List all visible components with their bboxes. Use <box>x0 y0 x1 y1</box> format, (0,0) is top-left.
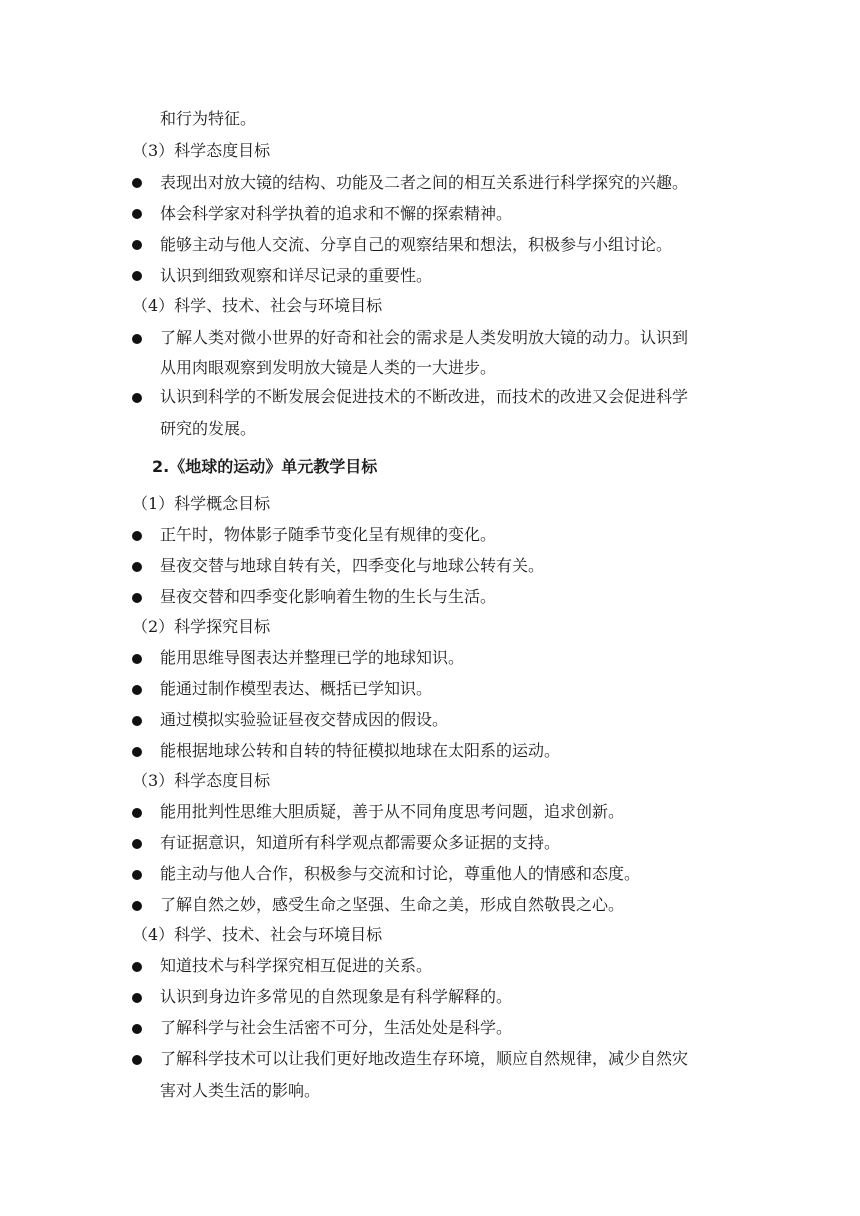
list-item: 昼夜交替和四季变化影响着生物的生长与生活。 <box>160 587 497 606</box>
bullet-icon <box>132 808 142 818</box>
list-item: 能够主动与他人交流、分享自己的观察结果和想法，积极参与小组讨论。 <box>160 235 673 254</box>
bullet-icon <box>132 393 142 403</box>
list-item: 认识到科学的不断发展会促进技术的不断改进，而技术的改进又会促进科学 <box>160 387 689 406</box>
list-item: 昼夜交替与地球自转有关，四季变化与地球公转有关。 <box>160 556 545 575</box>
section-heading-stse: （4）科学、技术、社会与环境目标 <box>132 296 383 315</box>
bullet-icon <box>132 593 142 603</box>
list-item-continuation: 研究的发展。 <box>160 419 257 438</box>
list-item: 正午时，物体影子随季节变化呈有规律的变化。 <box>160 525 497 544</box>
continuation-text: 和行为特征。 <box>160 109 257 128</box>
bullet-icon <box>132 870 142 880</box>
list-item: 了解人类对微小世界的好奇和社会的需求是人类发明放大镜的动力。认识到 <box>160 328 689 347</box>
list-item: 能用思维导图表达并整理已学的地球知识。 <box>160 648 465 667</box>
bullet-icon <box>132 334 142 344</box>
bullet-icon <box>132 901 142 911</box>
list-item: 了解自然之妙，感受生命之坚强、生命之美，形成自然敬畏之心。 <box>160 895 625 914</box>
list-item: 体会科学家对科学执着的追求和不懈的探索精神。 <box>160 204 513 223</box>
list-item-continuation: 从用肉眼观察到发明放大镜是人类的一大进步。 <box>160 358 497 377</box>
section-heading-stse: （4）科学、技术、社会与环境目标 <box>132 925 383 944</box>
bullet-icon <box>132 531 142 541</box>
list-item: 了解科学技术可以让我们更好地改造生存环境，顺应自然规律，减少自然灾 <box>160 1049 689 1068</box>
bullet-icon <box>132 1055 142 1065</box>
bullet-icon <box>132 209 142 219</box>
section-heading-attitude: （3）科学态度目标 <box>132 141 271 160</box>
list-item: 有证据意识，知道所有科学观点都需要众多证据的支持。 <box>160 833 561 852</box>
section-heading-concept: （1）科学概念目标 <box>132 494 271 513</box>
bullet-icon <box>132 716 142 726</box>
list-item: 能通过制作模型表达、概括已学知识。 <box>160 679 433 698</box>
list-item: 通过模拟实验验证昼夜交替成因的假设。 <box>160 710 449 729</box>
bullet-icon <box>132 685 142 695</box>
bullet-icon <box>132 993 142 1003</box>
bullet-icon <box>132 1024 142 1034</box>
unit-title: 2.《地球的运动》单元教学目标 <box>152 457 378 476</box>
bullet-icon <box>132 962 142 972</box>
bullet-icon <box>132 562 142 572</box>
list-item-continuation: 害对人类生活的影响。 <box>160 1081 321 1100</box>
list-item: 知道技术与科学探究相互促进的关系。 <box>160 956 433 975</box>
list-item: 了解科学与社会生活密不可分，生活处处是科学。 <box>160 1018 513 1037</box>
bullet-icon <box>132 747 142 757</box>
section-heading-attitude: （3）科学态度目标 <box>132 771 271 790</box>
list-item: 能根据地球公转和自转的特征模拟地球在太阳系的运动。 <box>160 741 561 760</box>
bullet-icon <box>132 271 142 281</box>
list-item: 认识到身边许多常见的自然现象是有科学解释的。 <box>160 987 513 1006</box>
list-item: 表现出对放大镜的结构、功能及二者之间的相互关系进行科学探究的兴趣。 <box>160 173 689 192</box>
bullet-icon <box>132 240 142 250</box>
bullet-icon <box>132 654 142 664</box>
section-heading-inquiry: （2）科学探究目标 <box>132 617 271 636</box>
list-item: 能用批判性思维大胆质疑，善于从不同角度思考问题，追求创新。 <box>160 802 625 821</box>
bullet-icon <box>132 178 142 188</box>
list-item: 认识到细致观察和详尽记录的重要性。 <box>160 266 433 285</box>
bullet-icon <box>132 839 142 849</box>
list-item: 能主动与他人合作，积极参与交流和讨论，尊重他人的情感和态度。 <box>160 864 641 883</box>
